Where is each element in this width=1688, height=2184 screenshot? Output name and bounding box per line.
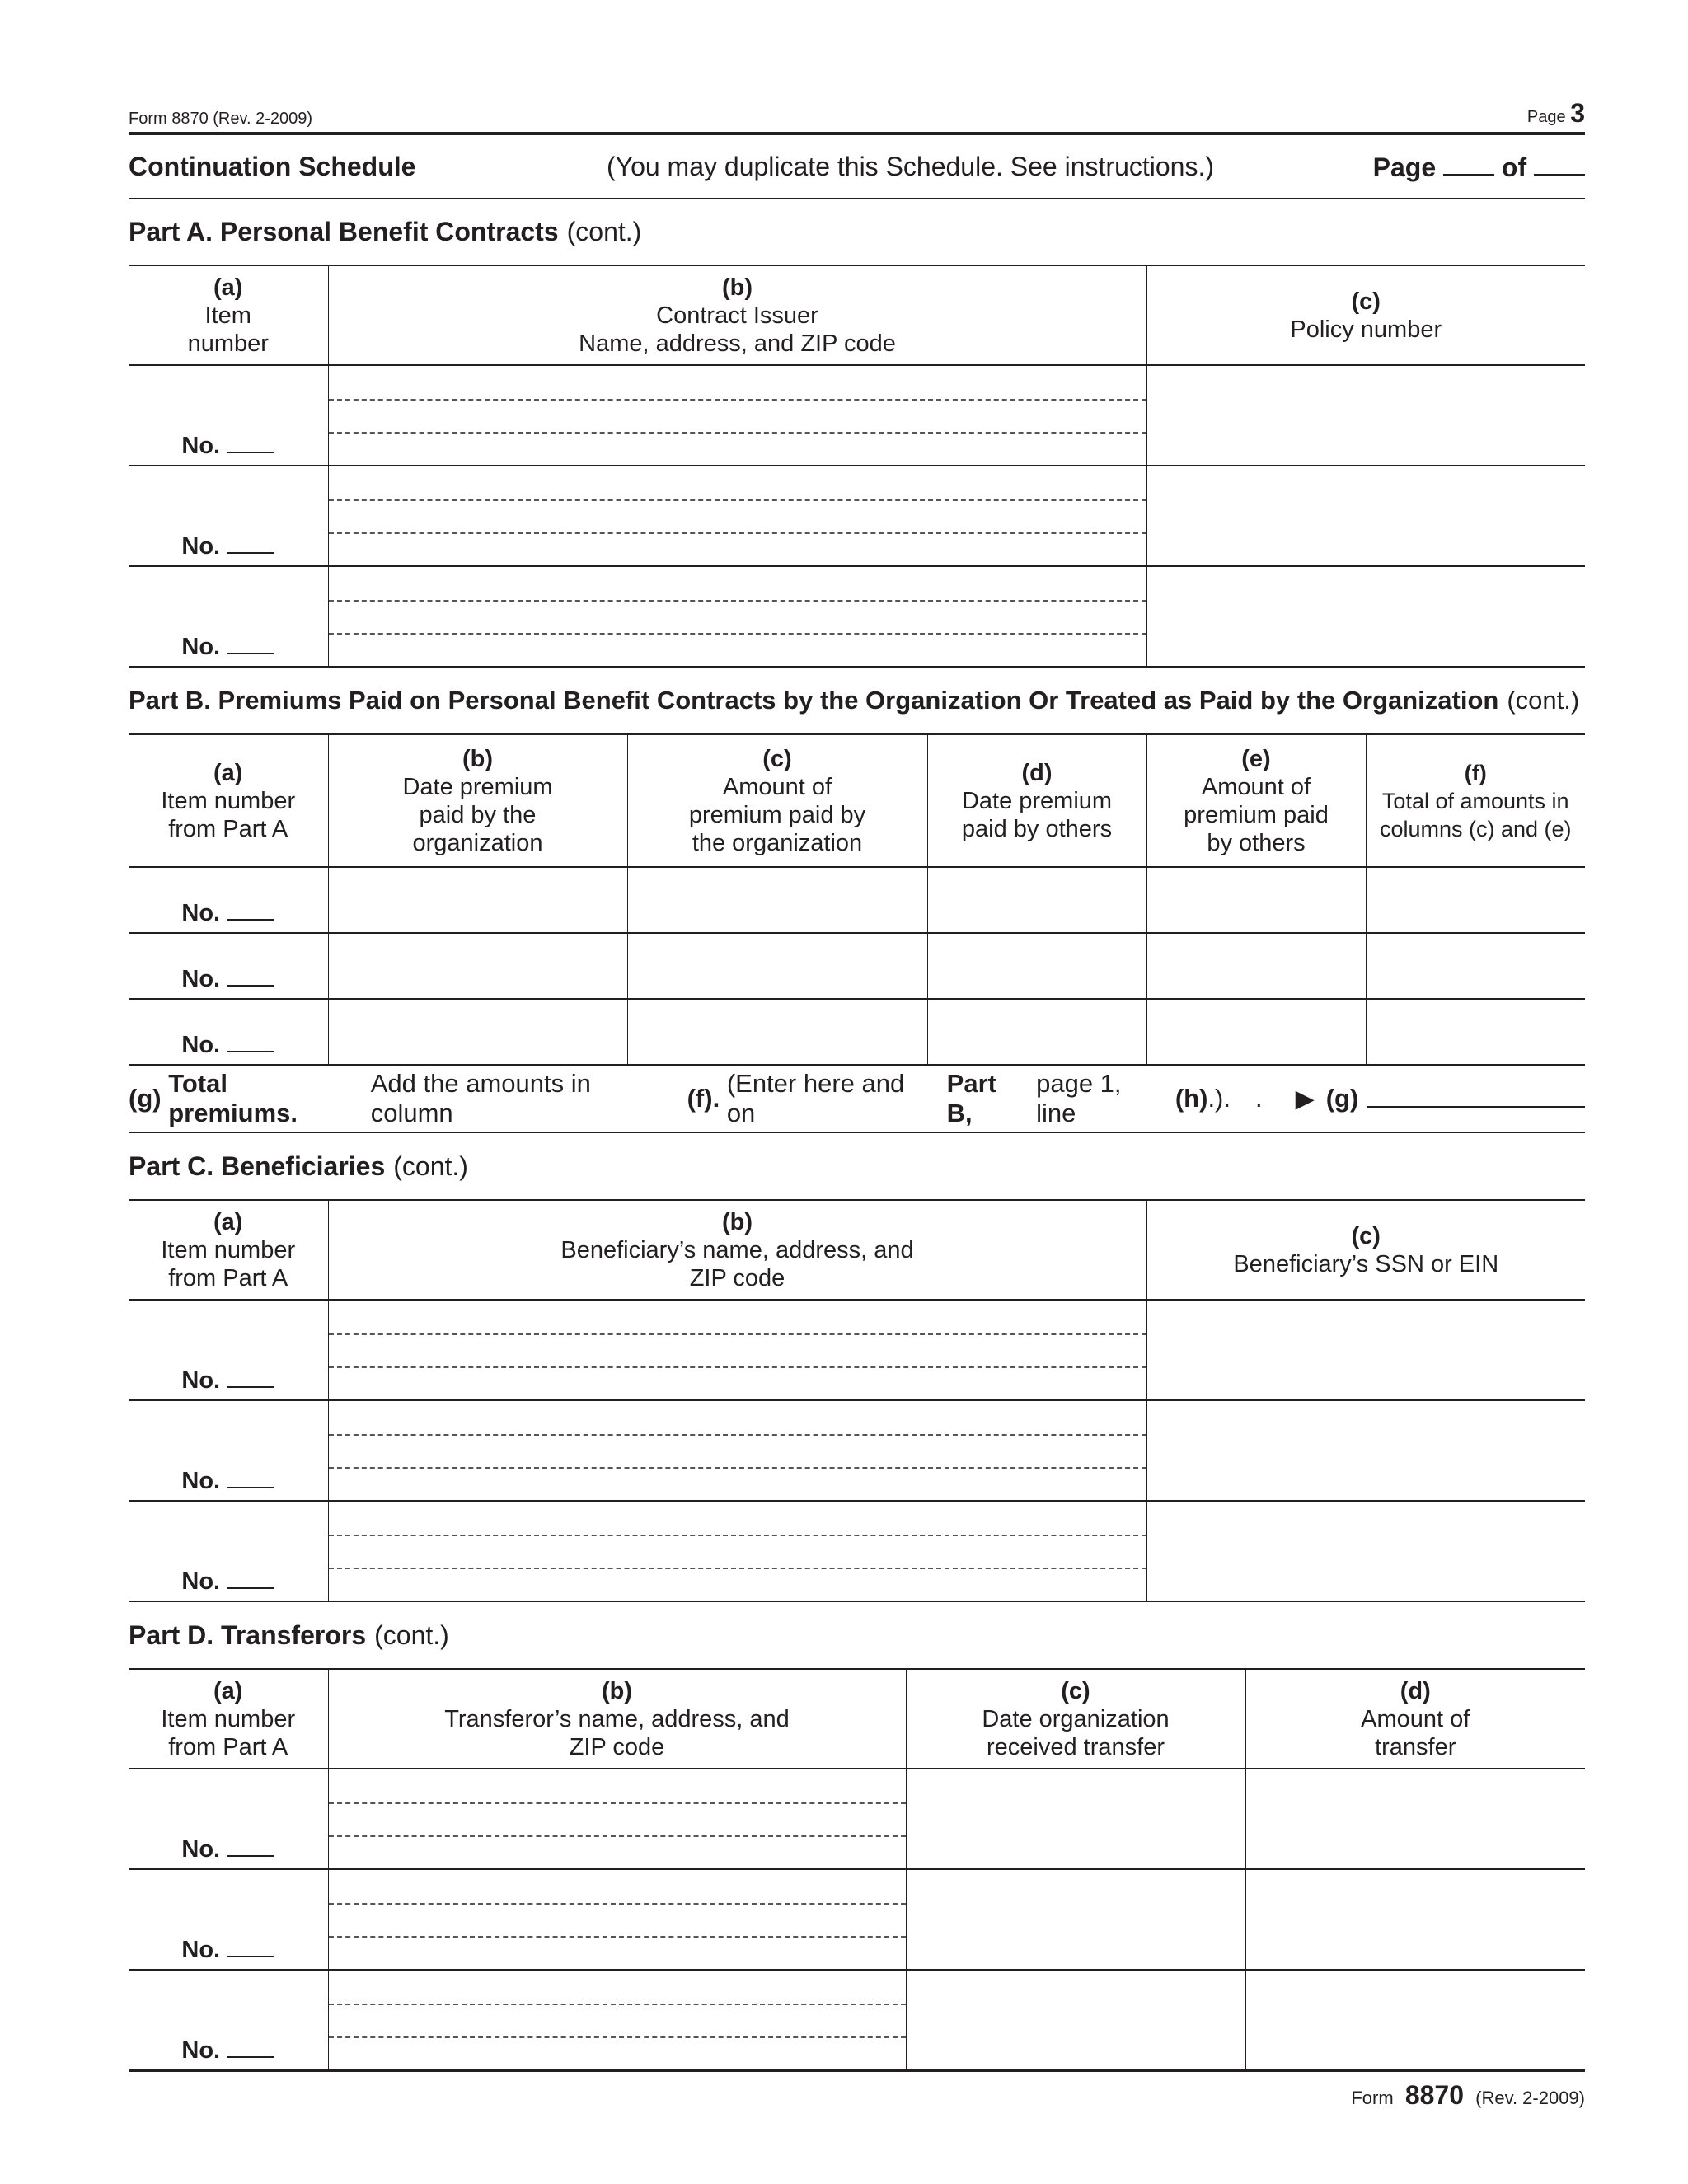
part-d-col-a: (a) Item number from Part A [129, 1670, 328, 1769]
table-row [129, 933, 1585, 999]
part-a-table [129, 266, 1585, 668]
part-c-table [129, 1201, 1585, 1602]
date-received-cell[interactable] [906, 1869, 1245, 1970]
amount-transfer-cell[interactable] [1245, 1970, 1585, 2071]
part-b-col-c: (c) Amount of premium paid by the organization [627, 735, 927, 867]
amount-transfer-cell[interactable] [1245, 1869, 1585, 1970]
part-c-col-a: (a) Item number from Part A [129, 1201, 328, 1300]
part-b-col-f: (f) Total of amounts in columns (c) and (e) [1366, 735, 1585, 867]
page-indicator [1527, 98, 1585, 132]
total-amounts-cell[interactable] [1366, 999, 1585, 1065]
part-a-header-row [129, 266, 1585, 365]
part-c-col-c: (c) Beneficiary’s SSN or EIN [1146, 1201, 1585, 1300]
part-c-header-row [129, 1201, 1585, 1300]
page-number: 3 [1570, 98, 1585, 128]
footer-rev: (Rev. 2-2009) [1475, 2088, 1585, 2108]
footer-form-word: Form [1351, 2088, 1394, 2108]
part-d-col-d: (d) Amount of transfer [1245, 1670, 1585, 1769]
date-premium-others-cell[interactable] [927, 867, 1146, 933]
amount-premium-others-cell[interactable] [1146, 999, 1366, 1065]
part-a-col-c: (c) Policy number [1146, 266, 1585, 365]
table-row [129, 1869, 1585, 1970]
part-c-title: Part C. Beneficiaries (cont.) [129, 1133, 1585, 1201]
part-c-col-b: (b) Beneficiary’s name, address, and ZIP code [328, 1201, 1146, 1300]
part-d-col-b: (b) Transferor’s name, address, and ZIP code [328, 1670, 906, 1769]
amount-premium-org-cell[interactable] [627, 933, 927, 999]
date-premium-others-cell[interactable] [927, 933, 1146, 999]
total-premiums-line: (g) Total premiums. Add the amounts in column (f). (Enter here and on Part B, page 1, line (h) .). . ▶ (g) [129, 1066, 1585, 1133]
form-page [129, 91, 1585, 2111]
continuation-bar [129, 135, 1585, 199]
item-number-cell[interactable]: No. [129, 566, 328, 667]
beneficiary-ssn-cell[interactable] [1146, 1400, 1585, 1501]
table-row [129, 999, 1585, 1065]
table-row [129, 466, 1585, 566]
item-number-cell[interactable]: No. [129, 1769, 328, 1869]
item-number-cell[interactable]: No. [129, 1501, 328, 1601]
table-row [129, 1501, 1585, 1601]
amount-premium-org-cell[interactable] [627, 867, 927, 933]
beneficiary-name-cell[interactable] [328, 1300, 1146, 1400]
table-row [129, 1970, 1585, 2071]
part-d-title: Part D. Transferors (cont.) [129, 1602, 1585, 1670]
page-header [129, 91, 1585, 132]
total-amounts-cell[interactable] [1366, 867, 1585, 933]
item-number-cell[interactable]: No. [129, 999, 328, 1065]
issuer-cell[interactable] [328, 566, 1146, 667]
part-b-title: Part B. Premiums Paid on Personal Benefit Contracts by the Organization Or Treated as Paid by the Organization (cont.) [129, 668, 1585, 735]
item-number-cell[interactable]: No. [129, 365, 328, 466]
item-number-cell[interactable]: No. [129, 933, 328, 999]
item-number-cell[interactable]: No. [129, 466, 328, 566]
arrow-icon: ▶ [1295, 1085, 1315, 1113]
total-amounts-cell[interactable] [1366, 933, 1585, 999]
part-b-table [129, 735, 1585, 1066]
date-premium-others-cell[interactable] [927, 999, 1146, 1065]
amount-premium-others-cell[interactable] [1146, 933, 1366, 999]
table-row [129, 1769, 1585, 1869]
policy-number-cell[interactable] [1146, 566, 1585, 667]
beneficiary-name-cell[interactable] [328, 1400, 1146, 1501]
issuer-cell[interactable] [328, 466, 1146, 566]
beneficiary-ssn-cell[interactable] [1146, 1300, 1585, 1400]
table-row [129, 1300, 1585, 1400]
part-b-col-a: (a) Item number from Part A [129, 735, 328, 867]
part-a-col-b: (b) Contract Issuer Name, address, and ZIP code [328, 266, 1146, 365]
page-word: Page [1526, 108, 1566, 126]
page-field[interactable] [1443, 150, 1494, 176]
total-premiums-field[interactable] [1367, 1090, 1585, 1108]
transferor-name-cell[interactable] [328, 1970, 906, 2071]
table-row [129, 365, 1585, 466]
date-premium-org-cell[interactable] [328, 933, 627, 999]
amount-premium-others-cell[interactable] [1146, 867, 1366, 933]
part-b-header-row [129, 735, 1585, 867]
continuation-title: Continuation Schedule [129, 151, 416, 181]
page-of-fields [1373, 150, 1585, 183]
item-number-cell[interactable]: No. [129, 1970, 328, 2071]
transferor-name-cell[interactable] [328, 1769, 906, 1869]
form-id: Form 8870 (Rev. 2-2009) [129, 110, 313, 128]
part-a-col-a: (a) Item number [129, 266, 328, 365]
issuer-cell[interactable] [328, 365, 1146, 466]
part-b-col-e: (e) Amount of premium paid by others [1146, 735, 1366, 867]
part-b-col-b: (b) Date premium paid by the organization [328, 735, 627, 867]
page-label: Page [1372, 152, 1437, 182]
part-a-title: Part A. Personal Benefit Contracts (cont.) [129, 199, 1585, 266]
of-label: of [1501, 152, 1527, 182]
table-row [129, 867, 1585, 933]
beneficiary-ssn-cell[interactable] [1146, 1501, 1585, 1601]
part-d-col-c: (c) Date organization received transfer [906, 1670, 1245, 1769]
part-d-table [129, 1670, 1585, 2072]
item-number-cell[interactable]: No. [129, 1869, 328, 1970]
part-d-header-row [129, 1670, 1585, 1769]
policy-number-cell[interactable] [1146, 365, 1585, 466]
amount-premium-org-cell[interactable] [627, 999, 927, 1065]
item-number-cell[interactable]: No. [129, 1300, 328, 1400]
policy-number-cell[interactable] [1146, 466, 1585, 566]
item-number-cell[interactable]: No. [129, 867, 328, 933]
table-row [129, 566, 1585, 667]
part-b-col-d: (d) Date premium paid by others [927, 735, 1146, 867]
of-field[interactable] [1534, 150, 1585, 176]
date-premium-org-cell[interactable] [328, 867, 627, 933]
table-row [129, 1400, 1585, 1501]
date-premium-org-cell[interactable] [328, 999, 627, 1065]
transferor-name-cell[interactable] [328, 1869, 906, 1970]
amount-transfer-cell[interactable] [1245, 1769, 1585, 1869]
date-received-cell[interactable] [906, 1769, 1245, 1869]
item-number-cell[interactable]: No. [129, 1400, 328, 1501]
date-received-cell[interactable] [906, 1970, 1245, 2071]
continuation-note: (You may duplicate this Schedule. See instructions.) [607, 151, 1214, 181]
page-footer [129, 2072, 1585, 2111]
footer-form-number: 8870 [1404, 2080, 1464, 2110]
beneficiary-name-cell[interactable] [328, 1501, 1146, 1601]
